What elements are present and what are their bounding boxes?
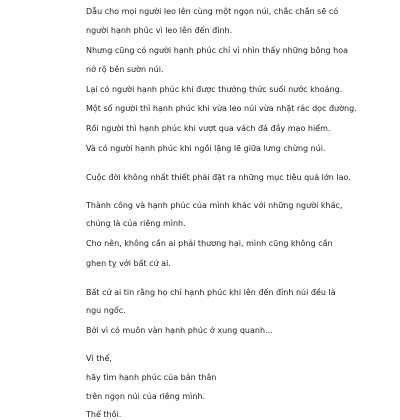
text-line: người hạnh phúc vì leo lên đến đỉnh. [86, 26, 233, 35]
text-line: ngu ngốc. [86, 306, 126, 315]
text-line: Dẫu cho mọi người leo lên cùng một ngọn núi, chắc chắn sẽ có [86, 7, 339, 16]
text-line: chúng là của riêng mình. [86, 219, 186, 228]
text-line: ghen tỵ với bất cứ ai. [86, 259, 171, 268]
text-line: Nhưng cũng có người hạnh phúc chỉ vì nhìn thấy những bông hoa [86, 46, 349, 55]
text-line: Lại có người hạnh phúc khi được thưởng thức suối nước khoáng. [86, 85, 343, 94]
text-line: nở rộ bên sườn núi. [86, 65, 164, 74]
text-line: Thế thôi. [86, 410, 122, 419]
text-line: Cuộc đời không nhất thiết phải đặt ra những mục tiêu quá lớn lao. [86, 173, 351, 182]
text-line: Rồi người thì hạnh phúc khi vượt qua vách đá đầy mạo hiểm. [86, 124, 331, 133]
text-line: hãy tìm hạnh phúc của bản thân [86, 373, 217, 382]
text-line: trên ngọn núi của riêng mình. [86, 392, 206, 401]
text-line: Bất cứ ai tin rằng họ chỉ hạnh phúc khi lên đến đỉnh núi đều là [86, 288, 336, 297]
text-line: Một số người thì hạnh phúc khi vừa leo núi vừa nhặt rác dọc đường. [86, 104, 357, 113]
text-line: Thành công và hạnh phúc của mình khác với những người khác, [86, 201, 343, 210]
text-line: Vì thế, [86, 354, 112, 363]
text-line: Và có người hạnh phúc khi ngồi lặng lẽ giữa lưng chừng núi. [86, 144, 326, 153]
text-line: Bởi vì có muôn vàn hạnh phúc ở xung quanh... [86, 326, 273, 335]
text-line: Cho nên, không cần ai phải thương hại, mình cũng không cần [86, 239, 333, 248]
